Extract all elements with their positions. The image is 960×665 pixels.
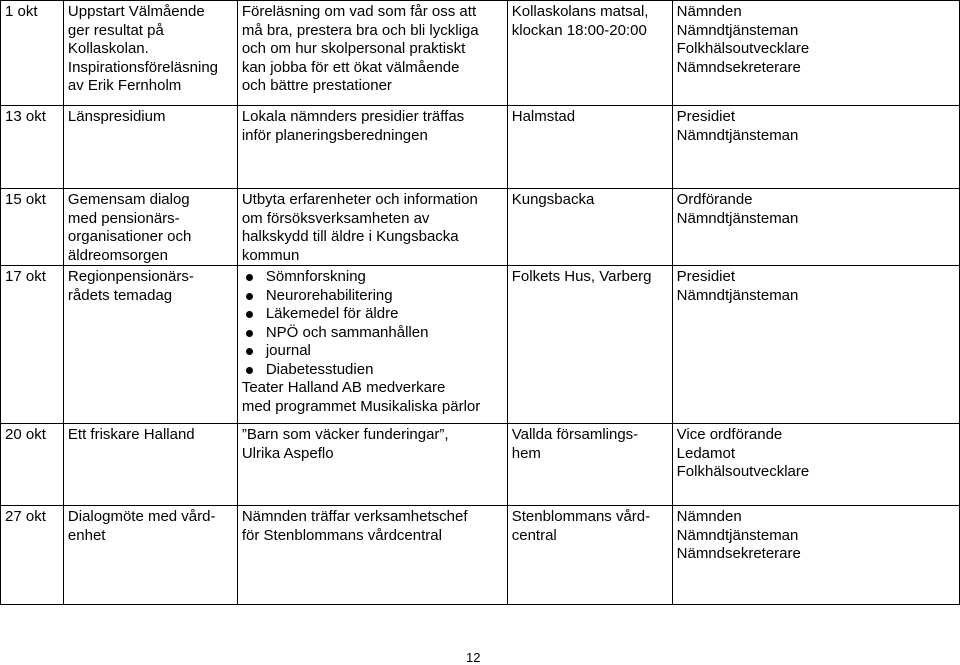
date-label: 27 okt bbox=[5, 508, 46, 525]
place-line: klockan 18:00-20:00 bbox=[511, 21, 647, 39]
date-label: 1 okt bbox=[5, 3, 38, 20]
bullet-item: Läkemedel för äldre bbox=[242, 305, 504, 324]
bullet-item: Neurorehabilitering bbox=[242, 287, 504, 306]
participants-line: Nämndtjänsteman bbox=[676, 21, 799, 39]
activity-line: Gemensam dialog bbox=[67, 191, 190, 208]
participants-line: Nämnden bbox=[676, 508, 742, 525]
activity-line: med pensionärs- bbox=[67, 209, 180, 227]
participants-line: Folkhälsoutvecklare bbox=[676, 463, 810, 480]
participants-line: Nämndtjänsteman bbox=[676, 209, 799, 227]
participants-line: Ledamot bbox=[676, 444, 736, 462]
participants-line: Presidiet bbox=[676, 108, 735, 125]
activity-line: Ett friskare Halland bbox=[67, 426, 195, 443]
place-line: Kungsbacka bbox=[511, 191, 595, 208]
participants-line: Nämndsekreterare bbox=[676, 545, 801, 562]
activity-line: enhet bbox=[67, 526, 106, 544]
place-cell bbox=[507, 106, 672, 189]
place-cell bbox=[507, 189, 672, 266]
activity-line: Kollaskolan. bbox=[67, 40, 149, 57]
content-line: Föreläsning om vad som får oss att bbox=[241, 3, 477, 20]
place-line: central bbox=[511, 526, 557, 544]
activity-line: Regionpensionärs- bbox=[67, 268, 194, 285]
page-number: 12 bbox=[466, 650, 481, 665]
content-cell bbox=[237, 189, 507, 266]
table-row bbox=[1, 106, 960, 189]
activity-line: organisationer och bbox=[67, 228, 192, 245]
place-line: Kollaskolans matsal, bbox=[511, 3, 649, 20]
activity-line: av Erik Fernholm bbox=[67, 77, 182, 94]
content-line: Teater Halland AB medverkare bbox=[241, 379, 446, 396]
table-row bbox=[1, 424, 960, 506]
place-cell bbox=[507, 424, 672, 506]
participants-cell bbox=[672, 1, 959, 106]
content-line: må bra, prestera bra och bli lyckliga bbox=[241, 21, 479, 39]
participants-line: Nämndtjänsteman bbox=[676, 526, 799, 544]
date-label: 15 okt bbox=[5, 191, 46, 208]
participants-line: Nämndtjänsteman bbox=[676, 126, 799, 144]
content-line: för Stenblommans vårdcentral bbox=[241, 526, 442, 544]
content-line: halkskydd till äldre i Kungsbacka bbox=[241, 228, 459, 245]
place-cell bbox=[507, 266, 672, 424]
date-label: 17 okt bbox=[5, 268, 46, 285]
bullet-item: journal bbox=[242, 342, 504, 361]
activity-line: Uppstart Välmående bbox=[67, 3, 205, 20]
content-line: Nämnden träffar verksamhetschef bbox=[241, 508, 468, 525]
place-line: Stenblommans vård- bbox=[511, 508, 651, 525]
bullet-item: Diabetesstudien bbox=[242, 361, 504, 380]
activity-line: Dialogmöte med vård- bbox=[67, 508, 216, 525]
participants-cell bbox=[672, 266, 959, 424]
participants-line: Vice ordförande bbox=[676, 426, 783, 443]
table-row bbox=[1, 189, 960, 266]
content-line: inför planeringsberedningen bbox=[241, 126, 428, 144]
table-row bbox=[1, 506, 960, 605]
activity-cell bbox=[63, 106, 237, 189]
content-line: Utbyta erfarenheter och information bbox=[241, 191, 478, 208]
place-line: Folkets Hus, Varberg bbox=[511, 268, 652, 285]
activity-cell bbox=[63, 506, 237, 605]
activity-cell bbox=[63, 1, 237, 106]
content-line: med programmet Musikaliska pärlor bbox=[241, 397, 481, 415]
participants-line: Presidiet bbox=[676, 268, 735, 285]
date-label: 13 okt bbox=[5, 108, 46, 125]
place-cell bbox=[507, 506, 672, 605]
date-cell bbox=[1, 189, 64, 266]
date-cell bbox=[1, 424, 64, 506]
place-line: Halmstad bbox=[511, 108, 576, 125]
content-line: ”Barn som väcker funderingar”, bbox=[241, 426, 449, 443]
content-cell bbox=[237, 106, 507, 189]
participants-line: Nämndsekreterare bbox=[676, 58, 801, 76]
date-cell bbox=[1, 1, 64, 106]
bullet-item: NPÖ och sammanhållen bbox=[242, 324, 504, 343]
activity-line: rådets temadag bbox=[67, 286, 173, 304]
place-line: hem bbox=[511, 444, 541, 462]
table-row bbox=[1, 266, 960, 424]
participants-cell bbox=[672, 424, 959, 506]
content-line: och bättre prestationer bbox=[241, 77, 392, 94]
content-cell bbox=[237, 506, 507, 605]
activity-line: ger resultat på bbox=[67, 21, 164, 39]
place-line: Vallda församlings- bbox=[511, 426, 639, 443]
content-line: kan jobba för ett ökat välmående bbox=[241, 58, 460, 76]
content-cell bbox=[237, 266, 507, 424]
activity-cell bbox=[63, 189, 237, 266]
date-cell bbox=[1, 266, 64, 424]
participants-line: Folkhälsoutvecklare bbox=[676, 40, 810, 57]
participants-line: Nämndtjänsteman bbox=[676, 286, 799, 304]
content-cell bbox=[237, 424, 507, 506]
participants-cell bbox=[672, 106, 959, 189]
participants-cell bbox=[672, 189, 959, 266]
date-label: 20 okt bbox=[5, 426, 46, 443]
activity-line: äldreomsorgen bbox=[67, 246, 168, 264]
activity-cell bbox=[63, 424, 237, 506]
activity-cell bbox=[63, 266, 237, 424]
content-line: och om hur skolpersonal praktiskt bbox=[241, 40, 466, 57]
participants-cell bbox=[672, 506, 959, 605]
content-line: om försöksverksamheten av bbox=[241, 209, 430, 227]
date-cell bbox=[1, 506, 64, 605]
participants-line: Nämnden bbox=[676, 3, 742, 20]
bullet-item: Sömnforskning bbox=[242, 268, 504, 287]
participants-line: Ordförande bbox=[676, 191, 753, 208]
content-cell bbox=[237, 1, 507, 106]
table-row bbox=[1, 1, 960, 106]
content-line: Ulrika Aspeflo bbox=[241, 444, 334, 462]
content-line: Lokala nämnders presidier träffas bbox=[241, 108, 465, 125]
date-cell bbox=[1, 106, 64, 189]
place-cell bbox=[507, 1, 672, 106]
activity-line: Inspirationsföreläsning bbox=[67, 58, 219, 76]
activity-line: Länspresidium bbox=[67, 108, 166, 125]
content-line: kommun bbox=[241, 246, 300, 264]
